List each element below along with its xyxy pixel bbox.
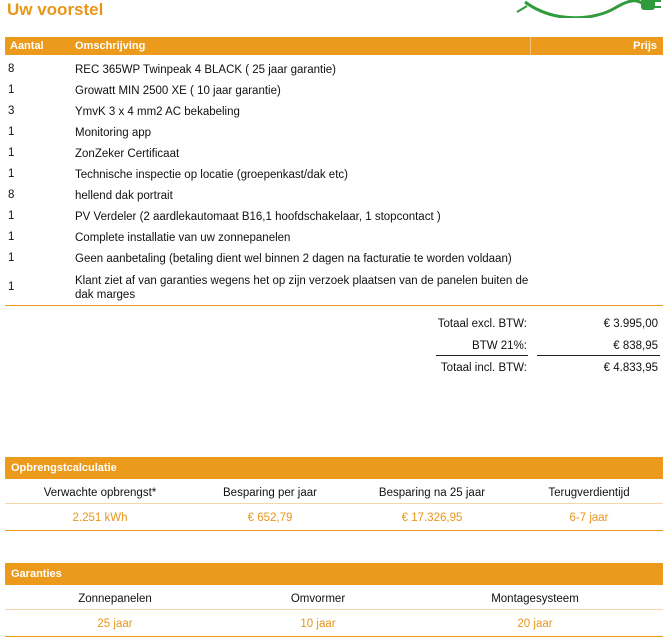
opbrengst-value-3: 6-7 jaar (569, 512, 609, 524)
row-qty: 1 (8, 147, 15, 159)
btw-underline (436, 355, 528, 356)
garantie-label-1: Omvormer (290, 593, 346, 605)
garantie-value-1: 10 jaar (300, 618, 336, 630)
opbrengst-bottom-line (5, 530, 663, 531)
row-desc: hellend dak portrait (75, 190, 173, 202)
opbrengst-label-3: Terugverdientijd (548, 487, 630, 499)
garantie-label-2: Montagesysteem (491, 593, 579, 605)
opbrengst-label-2: Besparing na 25 jaar (378, 487, 486, 499)
btw-value-underline (537, 355, 660, 356)
row-qty: 8 (8, 189, 15, 201)
row-desc: Complete installatie van uw zonnepanelen (75, 232, 291, 244)
garanties-bottom-line (5, 636, 663, 637)
total-excl-value: € 3.995,00 (603, 318, 658, 330)
btw-value: € 838,95 (613, 340, 658, 352)
row-qty: 8 (8, 63, 15, 75)
garantie-value-0: 25 jaar (97, 618, 133, 630)
opbrengst-inner-divider (5, 503, 663, 504)
garantie-value-2: 20 jaar (517, 618, 553, 630)
total-incl-label: Totaal incl. BTW: (440, 362, 527, 374)
total-excl-label: Totaal excl. BTW: (437, 318, 527, 330)
row-qty: 1 (8, 231, 15, 243)
row-qty: 1 (8, 210, 15, 222)
opbrengst-header (5, 457, 663, 479)
row-desc: ZonZeker Certificaat (75, 148, 180, 160)
row-desc: Geen aanbetaling (betaling dient wel binnen 2 dagen na facturatie te worden voldaan) (75, 253, 512, 265)
row-desc: Klant ziet af van garanties wegens het op zijn verzoek plaatsen van de panelen buiten de dak marges (75, 275, 529, 301)
plug-logo-icon (515, 0, 665, 18)
garantie-label-0: Zonnepanelen (78, 593, 152, 605)
quote-table-header (5, 37, 663, 55)
row-desc: Technische inspectie op locatie (groepenkast/dak etc) (75, 169, 348, 181)
opbrengst-value-1: € 652,79 (247, 512, 293, 524)
header-qty: Aantal (10, 40, 44, 52)
opbrengst-label-1: Besparing per jaar (223, 487, 317, 499)
row-qty: 1 (8, 168, 15, 180)
header-price: Prijs (633, 40, 657, 52)
row-qty: 3 (8, 105, 15, 117)
row-desc: PV Verdeler (2 aardlekautomaat B16,1 hoofdschakelaar, 1 stopcontact ) (75, 211, 441, 223)
row-desc: Monitoring app (75, 127, 152, 139)
opbrengst-label-0: Verwachte opbrengst* (43, 487, 157, 499)
row-desc: REC 365WP Twinpeak 4 BLACK ( 25 jaar garantie) (75, 64, 337, 76)
garanties-header-label: Garanties (11, 568, 62, 580)
rows-divider (5, 305, 663, 306)
row-qty: 1 (8, 281, 15, 293)
row-qty: 1 (8, 126, 15, 138)
row-qty: 1 (8, 84, 15, 96)
row-qty: 1 (8, 252, 15, 264)
garanties-header (5, 563, 663, 585)
header-desc: Omschrijving (75, 40, 146, 52)
row-desc: Growatt MIN 2500 XE ( 10 jaar garantie) (75, 85, 281, 97)
opbrengst-value-2: € 17.326,95 (401, 512, 463, 524)
opbrengst-value-0: 2.251 kWh (72, 512, 128, 524)
header-divider (530, 37, 531, 55)
row-desc: YmvK 3 x 4 mm2 AC bekabeling (75, 106, 240, 118)
page-title: Uw voorstel (7, 0, 104, 19)
total-incl-value: € 4.833,95 (603, 362, 658, 374)
opbrengst-header-label: Opbrengstcalculatie (11, 462, 117, 474)
garanties-inner-divider (5, 609, 663, 610)
btw-label: BTW 21%: (472, 340, 527, 352)
